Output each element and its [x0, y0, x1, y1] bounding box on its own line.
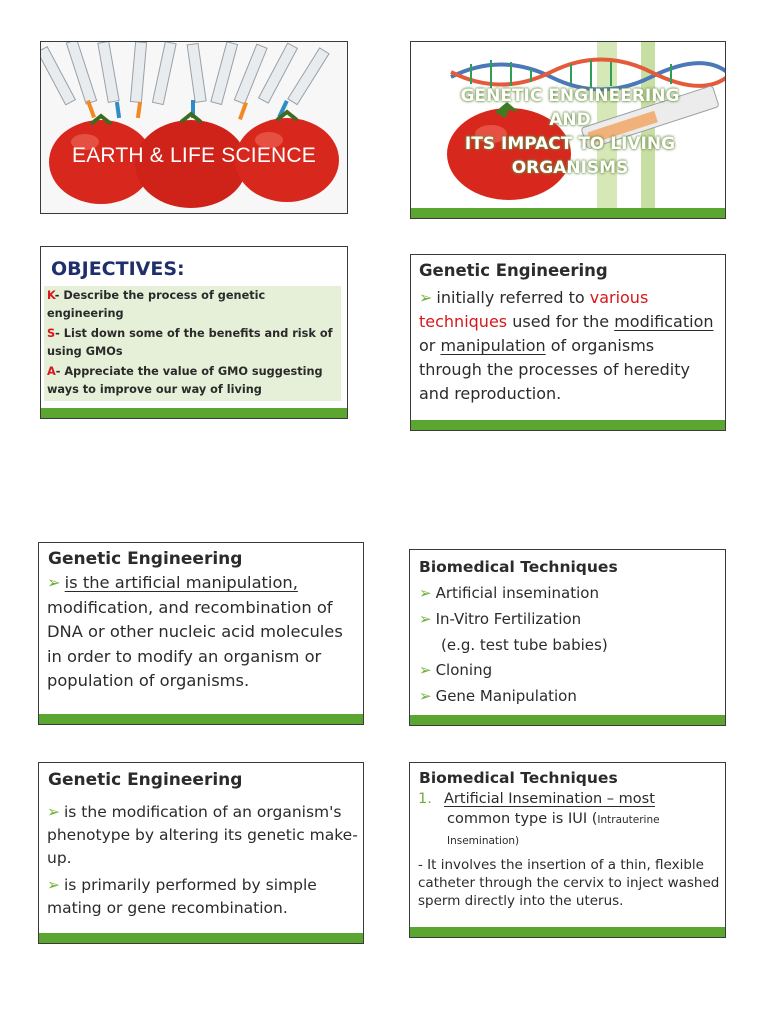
slide-artificial-insemination: [409, 762, 726, 938]
objective-text: - List down some of the benefits and risk of using GMOs: [47, 327, 333, 358]
slide-body: [418, 789, 721, 910]
slide-paragraph: - It involves the insertion of a thin, flexible catheter through the cervix to inject washed sperm directly into the uterus.: [418, 857, 720, 909]
slide-genetic-engineering-definition-2: [38, 542, 364, 725]
slide-genetic-engineering-definition-3: [38, 762, 364, 944]
slide-title: EARTH & LIFE SCIENCE: [71, 144, 316, 167]
green-bar: [410, 927, 725, 937]
slide-title: Genetic Engineering: [48, 770, 243, 790]
slide-title: Biomedical Techniques: [419, 769, 618, 787]
bullet-arrow-icon: ➢: [419, 288, 433, 307]
list-item: [419, 607, 721, 633]
objectives-box: [44, 286, 341, 401]
bullet-arrow-icon: ➢: [419, 584, 432, 602]
bullet-arrow-icon: ➢: [47, 876, 60, 894]
text-run: or: [419, 336, 441, 355]
objective-letter: S: [47, 327, 56, 341]
slide-genetic-engineering-definition-1: [410, 254, 726, 431]
slide-biomedical-techniques: [409, 549, 726, 726]
title-line: GENETIC ENGINEERING: [460, 86, 680, 106]
slide-title: OBJECTIVES:: [51, 258, 185, 280]
green-bar: [411, 208, 725, 218]
objective-item: [47, 363, 338, 398]
title-line: AND: [549, 110, 591, 130]
item-text: Artificial insemination: [435, 584, 599, 602]
text-run: used for the: [507, 312, 615, 331]
slide-body: [419, 286, 721, 406]
green-bar: [39, 714, 363, 724]
underlined-text: is the artificial manipulation,: [64, 573, 298, 592]
objective-text: - Appreciate the value of GMO suggesting ways to improve our way of living: [47, 365, 323, 396]
tomatoes-syringes-image: [41, 42, 348, 214]
text-run: initially referred to: [436, 288, 590, 307]
slide-objectives: [40, 246, 348, 419]
item-text: In-Vitro Fertilization: [435, 609, 582, 628]
slide-body: [47, 571, 359, 694]
green-bar: [41, 408, 347, 418]
text-run: modification, and recombination of DNA or other nucleic acid molecules in order to modify an organism or population of organisms.: [47, 597, 343, 690]
objective-item: [47, 325, 338, 360]
text-run: of organisms through the processes of heredity and reproduction.: [419, 336, 690, 403]
paragraph: [47, 801, 359, 870]
objective-letter: A: [47, 365, 56, 379]
item-text: (e.g. test tube babies): [441, 635, 608, 654]
slide-genetic-engineering-title: [410, 41, 726, 219]
list-item: [419, 633, 721, 659]
highlight-text: various techniques: [419, 288, 649, 331]
item-text: Cloning: [435, 661, 493, 680]
slide-title: [419, 84, 721, 180]
item-text: common type is IUI (: [447, 811, 598, 827]
technique-list: [419, 581, 721, 710]
objective-text: - Describe the process of genetic engineering: [47, 289, 266, 320]
bullet-arrow-icon: ➢: [419, 609, 432, 628]
bullet-arrow-icon: ➢: [47, 573, 61, 592]
underlined-text: manipulation: [440, 336, 546, 355]
slide-earth-life-science: [40, 41, 348, 214]
bullet-arrow-icon: ➢: [47, 803, 60, 821]
objective-letter: K: [47, 289, 55, 302]
item-heading: Artificial Insemination – most: [444, 791, 655, 807]
list-item: [419, 581, 721, 607]
green-bar: [411, 420, 725, 430]
underlined-text: modification: [614, 312, 714, 331]
bullet-arrow-icon: ➢: [419, 687, 432, 706]
slide-title: Genetic Engineering: [419, 261, 608, 280]
green-bar: [39, 933, 363, 943]
green-bar: [410, 715, 725, 725]
paragraph-text: is primarily performed by simple mating or gene recombination.: [47, 876, 317, 917]
slide-title: Biomedical Techniques: [419, 558, 618, 576]
paragraph-text: is the modification of an organism's phenotype by altering its genetic make-up.: [47, 803, 358, 867]
item-text: Gene Manipulation: [435, 687, 577, 706]
title-line: ORGANISMS: [511, 158, 629, 178]
slide-body: [47, 801, 359, 920]
slide-title: Genetic Engineering: [48, 549, 243, 569]
numbered-item: [418, 789, 721, 809]
paragraph: [47, 874, 359, 920]
bullet-arrow-icon: ➢: [419, 661, 432, 680]
numbered-item-cont: [418, 809, 721, 851]
title-line: ITS IMPACT TO LIVING: [464, 134, 676, 154]
list-item: [419, 684, 721, 710]
item-number: 1.: [418, 791, 432, 807]
list-item: [419, 658, 721, 684]
objective-item: [47, 287, 338, 322]
item-small-text: Intrauterine Insemination): [447, 814, 660, 847]
